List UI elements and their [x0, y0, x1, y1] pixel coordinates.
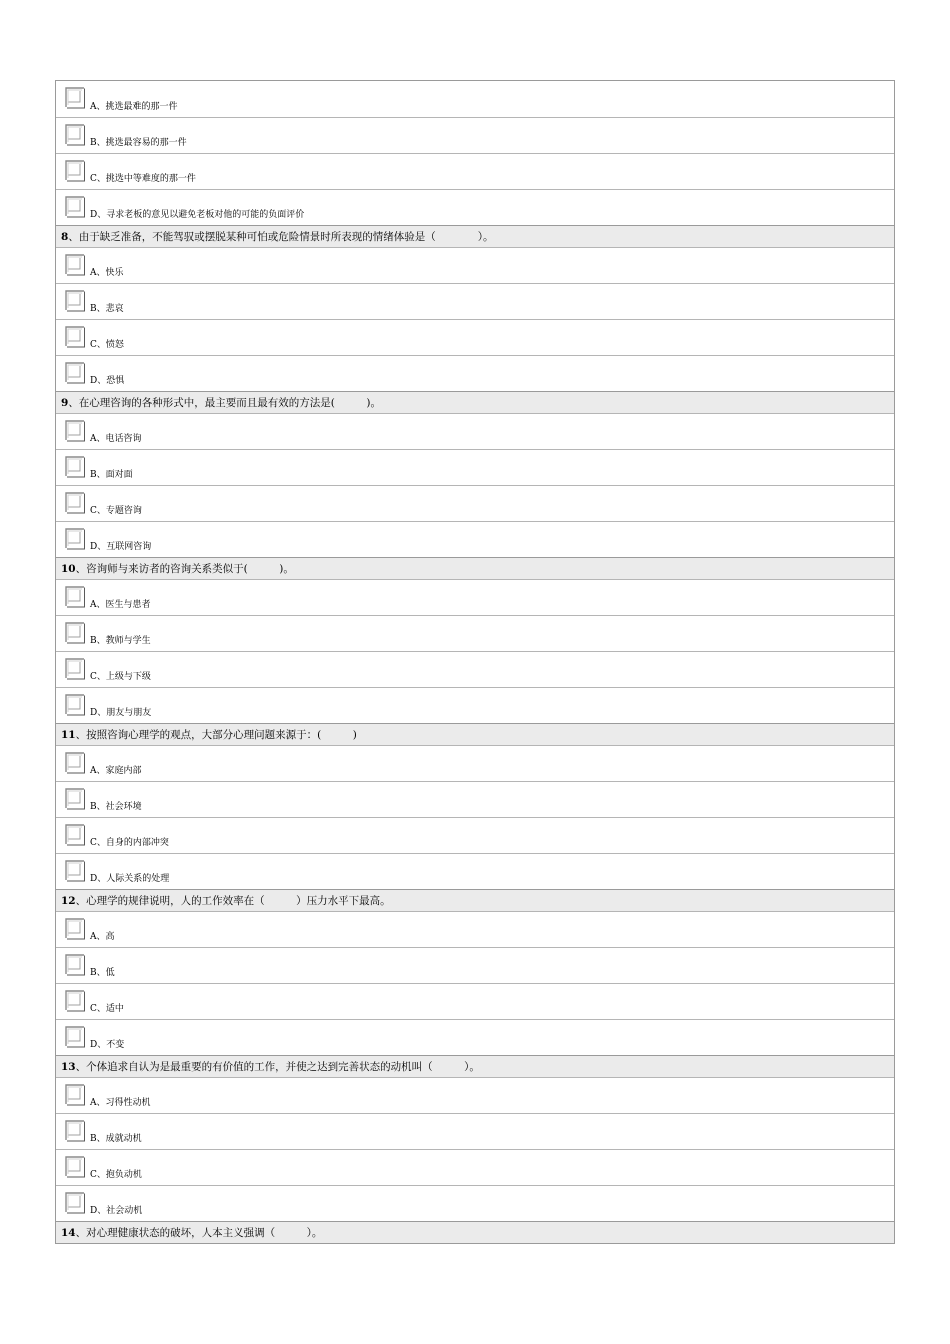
radio-button-icon[interactable] — [65, 752, 85, 774]
option-label: B、挑选最容易的那一件 — [90, 138, 187, 148]
option-row[interactable] — [56, 413, 894, 449]
option-label: D、恐惧 — [90, 376, 125, 386]
question-number: 12 — [61, 895, 76, 907]
option-label: A、电话咨询 — [90, 434, 142, 444]
question-text: 、个体追求自认为是最重要的有价值的工作，并使之达到完善状态的动机叫（ ）。 — [75, 1061, 480, 1073]
option-label: D、人际关系的处理 — [90, 874, 170, 884]
option-row[interactable] — [56, 485, 894, 521]
question-text: 、咨询师与来访者的咨询关系类似于( )。 — [75, 563, 294, 575]
option-label: D、寻求老板的意见以避免老板对他的可能的负面评价 — [90, 210, 305, 220]
question-text: 、对心理健康状态的破坏，人本主义强调（ ）。 — [75, 1227, 323, 1239]
question-number: 8 — [61, 231, 69, 243]
option-label: C、自身的内部冲突 — [90, 838, 169, 848]
radio-button-icon[interactable] — [65, 196, 85, 218]
radio-button-icon[interactable] — [65, 87, 85, 109]
question-number: 9 — [61, 397, 69, 409]
radio-button-icon[interactable] — [65, 492, 85, 514]
radio-button-icon[interactable] — [65, 694, 85, 716]
option-row[interactable] — [56, 853, 894, 889]
radio-button-icon[interactable] — [65, 1084, 85, 1106]
radio-button-icon[interactable] — [65, 290, 85, 312]
option-row[interactable] — [56, 449, 894, 485]
question-11 — [56, 723, 894, 745]
option-row[interactable] — [56, 117, 894, 153]
option-row[interactable] — [56, 81, 894, 117]
question-text: 、按照咨询心理学的观点，大部分心理问题来源于：( ) — [75, 729, 357, 741]
question-number: 10 — [61, 563, 76, 575]
radio-button-icon[interactable] — [65, 254, 85, 276]
option-row[interactable] — [56, 319, 894, 355]
radio-button-icon[interactable] — [65, 954, 85, 976]
option-label: C、适中 — [90, 1004, 124, 1014]
option-label: B、悲哀 — [90, 304, 124, 314]
option-row[interactable] — [56, 521, 894, 557]
question-14 — [56, 1221, 894, 1243]
option-row[interactable] — [56, 189, 894, 225]
option-label: A、医生与患者 — [90, 600, 151, 610]
radio-button-icon[interactable] — [65, 990, 85, 1012]
radio-button-icon[interactable] — [65, 824, 85, 846]
radio-button-icon[interactable] — [65, 622, 85, 644]
option-row[interactable] — [56, 817, 894, 853]
option-label: A、快乐 — [90, 268, 124, 278]
option-label: A、家庭内部 — [90, 766, 142, 776]
option-label: C、挑选中等难度的那一件 — [90, 174, 196, 184]
option-label: C、上级与下级 — [90, 672, 151, 682]
option-label: D、社会动机 — [90, 1206, 143, 1216]
radio-button-icon[interactable] — [65, 860, 85, 882]
radio-button-icon[interactable] — [65, 362, 85, 384]
question-8 — [56, 225, 894, 247]
radio-button-icon[interactable] — [65, 1192, 85, 1214]
option-label: B、低 — [90, 968, 115, 978]
option-label: C、专题咨询 — [90, 506, 142, 516]
option-row[interactable] — [56, 1149, 894, 1185]
question-text: 、由于缺乏准备，不能驾驭或摆脱某种可怕或危险情景时所表现的情绪体验是（ ）。 — [68, 231, 494, 243]
radio-button-icon[interactable] — [65, 1120, 85, 1142]
option-label: B、社会环境 — [90, 802, 142, 812]
question-9 — [56, 391, 894, 413]
option-row[interactable] — [56, 687, 894, 723]
question-13 — [56, 1055, 894, 1077]
option-row[interactable] — [56, 651, 894, 687]
option-row[interactable] — [56, 911, 894, 947]
radio-button-icon[interactable] — [65, 658, 85, 680]
radio-button-icon[interactable] — [65, 124, 85, 146]
radio-button-icon[interactable] — [65, 1026, 85, 1048]
radio-button-icon[interactable] — [65, 456, 85, 478]
option-row[interactable] — [56, 579, 894, 615]
option-label: A、习得性动机 — [90, 1098, 151, 1108]
option-row[interactable] — [56, 283, 894, 319]
option-row[interactable] — [56, 781, 894, 817]
option-row[interactable] — [56, 1077, 894, 1113]
question-text: 、心理学的规律说明，人的工作效率在（ ）压力水平下最高。 — [75, 895, 391, 907]
option-row[interactable] — [56, 947, 894, 983]
radio-button-icon[interactable] — [65, 420, 85, 442]
question-text: 、在心理咨询的各种形式中，最主要而且最有效的方法是( )。 — [68, 397, 382, 409]
option-label: B、成就动机 — [90, 1134, 142, 1144]
question-number: 11 — [61, 729, 76, 741]
option-label: D、朋友与朋友 — [90, 708, 152, 718]
option-label: B、教师与学生 — [90, 636, 151, 646]
option-row[interactable] — [56, 615, 894, 651]
option-row[interactable] — [56, 1113, 894, 1149]
question-12 — [56, 889, 894, 911]
option-label: B、面对面 — [90, 470, 133, 480]
option-row[interactable] — [56, 247, 894, 283]
option-row[interactable] — [56, 983, 894, 1019]
option-label: A、高 — [90, 932, 115, 942]
option-row[interactable] — [56, 153, 894, 189]
question-10 — [56, 557, 894, 579]
question-number: 14 — [61, 1227, 76, 1239]
option-label: C、愤怒 — [90, 340, 124, 350]
option-row[interactable] — [56, 1185, 894, 1221]
option-label: D、不变 — [90, 1040, 125, 1050]
radio-button-icon[interactable] — [65, 586, 85, 608]
quiz-table — [55, 80, 895, 1244]
option-row[interactable] — [56, 355, 894, 391]
radio-button-icon[interactable] — [65, 918, 85, 940]
radio-button-icon[interactable] — [65, 788, 85, 810]
option-label: D、互联网咨询 — [90, 542, 152, 552]
radio-button-icon[interactable] — [65, 160, 85, 182]
radio-button-icon[interactable] — [65, 326, 85, 348]
radio-button-icon[interactable] — [65, 528, 85, 550]
option-label: A、挑选最难的那一件 — [90, 102, 178, 112]
option-row[interactable] — [56, 745, 894, 781]
question-number: 13 — [61, 1061, 76, 1073]
option-row[interactable] — [56, 1019, 894, 1055]
radio-button-icon[interactable] — [65, 1156, 85, 1178]
option-label: C、抱负动机 — [90, 1170, 142, 1180]
